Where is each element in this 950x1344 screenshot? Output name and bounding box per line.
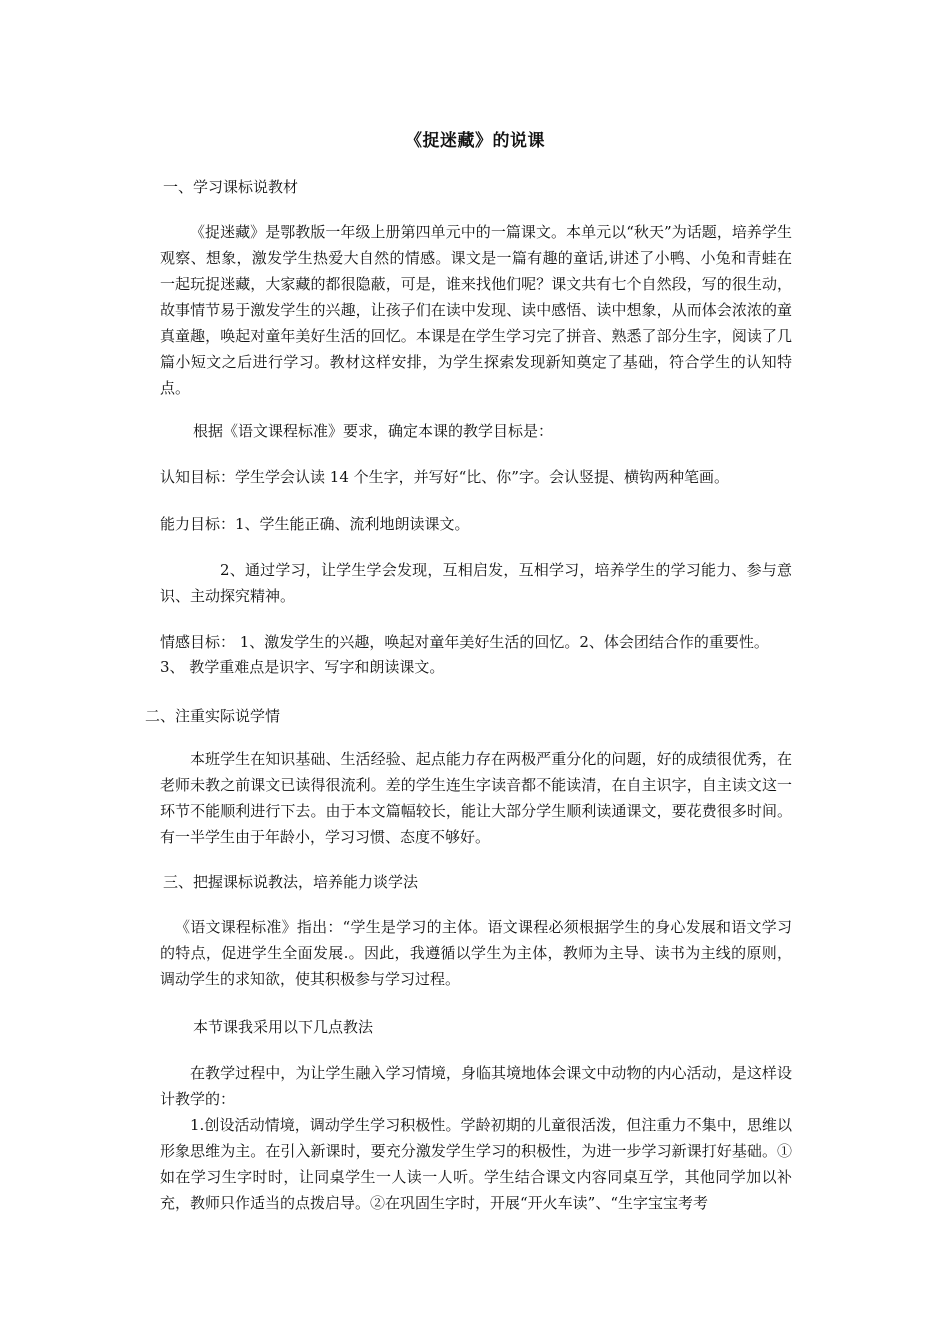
paragraph-method-1: 1.创设活动情境，调动学生学习积极性。学龄初期的儿童很活泼，但注重力不集中，思维以形象思维为主。在引入新课时，要充分激发学生学习的积极性，为进一步学习新课打好基础。①如在学习生字时时，让同桌学生一人读一人听。学生结合课文内容同桌互学，其他同学加以补充，教师只作适当的点拨启导。②在巩固生字时，开展“开火车读”、“生字宝宝考考 bbox=[160, 1116, 792, 1212]
document-title: 《捉迷藏》的说课 bbox=[405, 131, 545, 151]
paragraph-curriculum-standard: 《语文课程标准》指出：“学生是学习的主体。语文课程必须根据学生的身心发展和语文学习的特点，促进学生全面发展.。因此，我遵循以学生为主体，教师为主导、读书为主线的原则，调动学生的求知欲，使其积极参与学习过程。 bbox=[160, 918, 792, 988]
paragraph-emotion-goal: 情感目标： 1、激发学生的兴趣，唤起对童年美好生活的回忆。2、体会团结合作的重要性。 bbox=[160, 633, 769, 651]
section-heading-1: 一、学习课标说教材 bbox=[163, 178, 299, 196]
paragraph-objectives-intro: 根据《语文课程标准》要求，确定本课的教学目标是： bbox=[193, 422, 554, 440]
paragraph-cognitive-goal: 认知目标：学生学会认读 14 个生字，并写好“比、你”字。会认竖提、横钩两种笔画。 bbox=[160, 468, 729, 486]
paragraph-ability-goal-1: 能力目标：1、学生能正确、流利地朗读课文。 bbox=[160, 515, 470, 533]
section-heading-3: 三、把握课标说教法，培养能力谈学法 bbox=[163, 873, 419, 891]
paragraph-student-situation: 本班学生在知识基础、生活经验、起点能力存在两极严重分化的问题，好的成绩很优秀，在老师未教之前课文已读得很流利。差的学生连生字读音都不能读清，在自主识字，自主读文这一环节不能顺利进行下去。由于本文篇幅较长，能让大部分学生顺利读通课文，要花费很多时间。有一半学生由于年龄小，学习习惯、态度不够好。 bbox=[160, 750, 792, 846]
paragraph-methods-intro: 本节课我采用以下几点教法 bbox=[193, 1018, 374, 1036]
paragraph-ability-goal-2: 2、通过学习，让学生学会发现，互相启发，互相学习，培养学生的学习能力、参与意识、主动探究精神。 bbox=[160, 561, 792, 605]
paragraph-textbook-intro: 《捉迷藏》是鄂教版一年级上册第四单元中的一篇课文。本单元以“秋天”为话题，培养学生观察、想象，激发学生热爱大自然的情感。课文是一篇有趣的童话,讲述了小鸭、小兔和青蛙在一起玩捉迷藏，大家藏的都很隐蔽，可是，谁来找他们呢？课文共有七个自然段，写的很生动，故事情节易于激发学生的兴趣，让孩子们在读中发现、读中感悟、读中想象，从而体会浓浓的童真童趣，唤起对童年美好生活的回忆。本课是在学生学习完了拼音、熟悉了部分生字，阅读了几篇小短文之后进行学习。教材这样安排，为学生探索发现新知奠定了基础，符合学生的认知特点。 bbox=[160, 223, 792, 397]
paragraph-key-points: 3、 教学重难点是识字、写字和朗读课文。 bbox=[160, 658, 445, 676]
section-heading-2: 二、注重实际说学情 bbox=[145, 707, 281, 725]
paragraph-teaching-process: 在教学过程中，为让学生融入学习情境，身临其境地体会课文中动物的内心活动，是这样设计教学的： bbox=[160, 1064, 792, 1108]
